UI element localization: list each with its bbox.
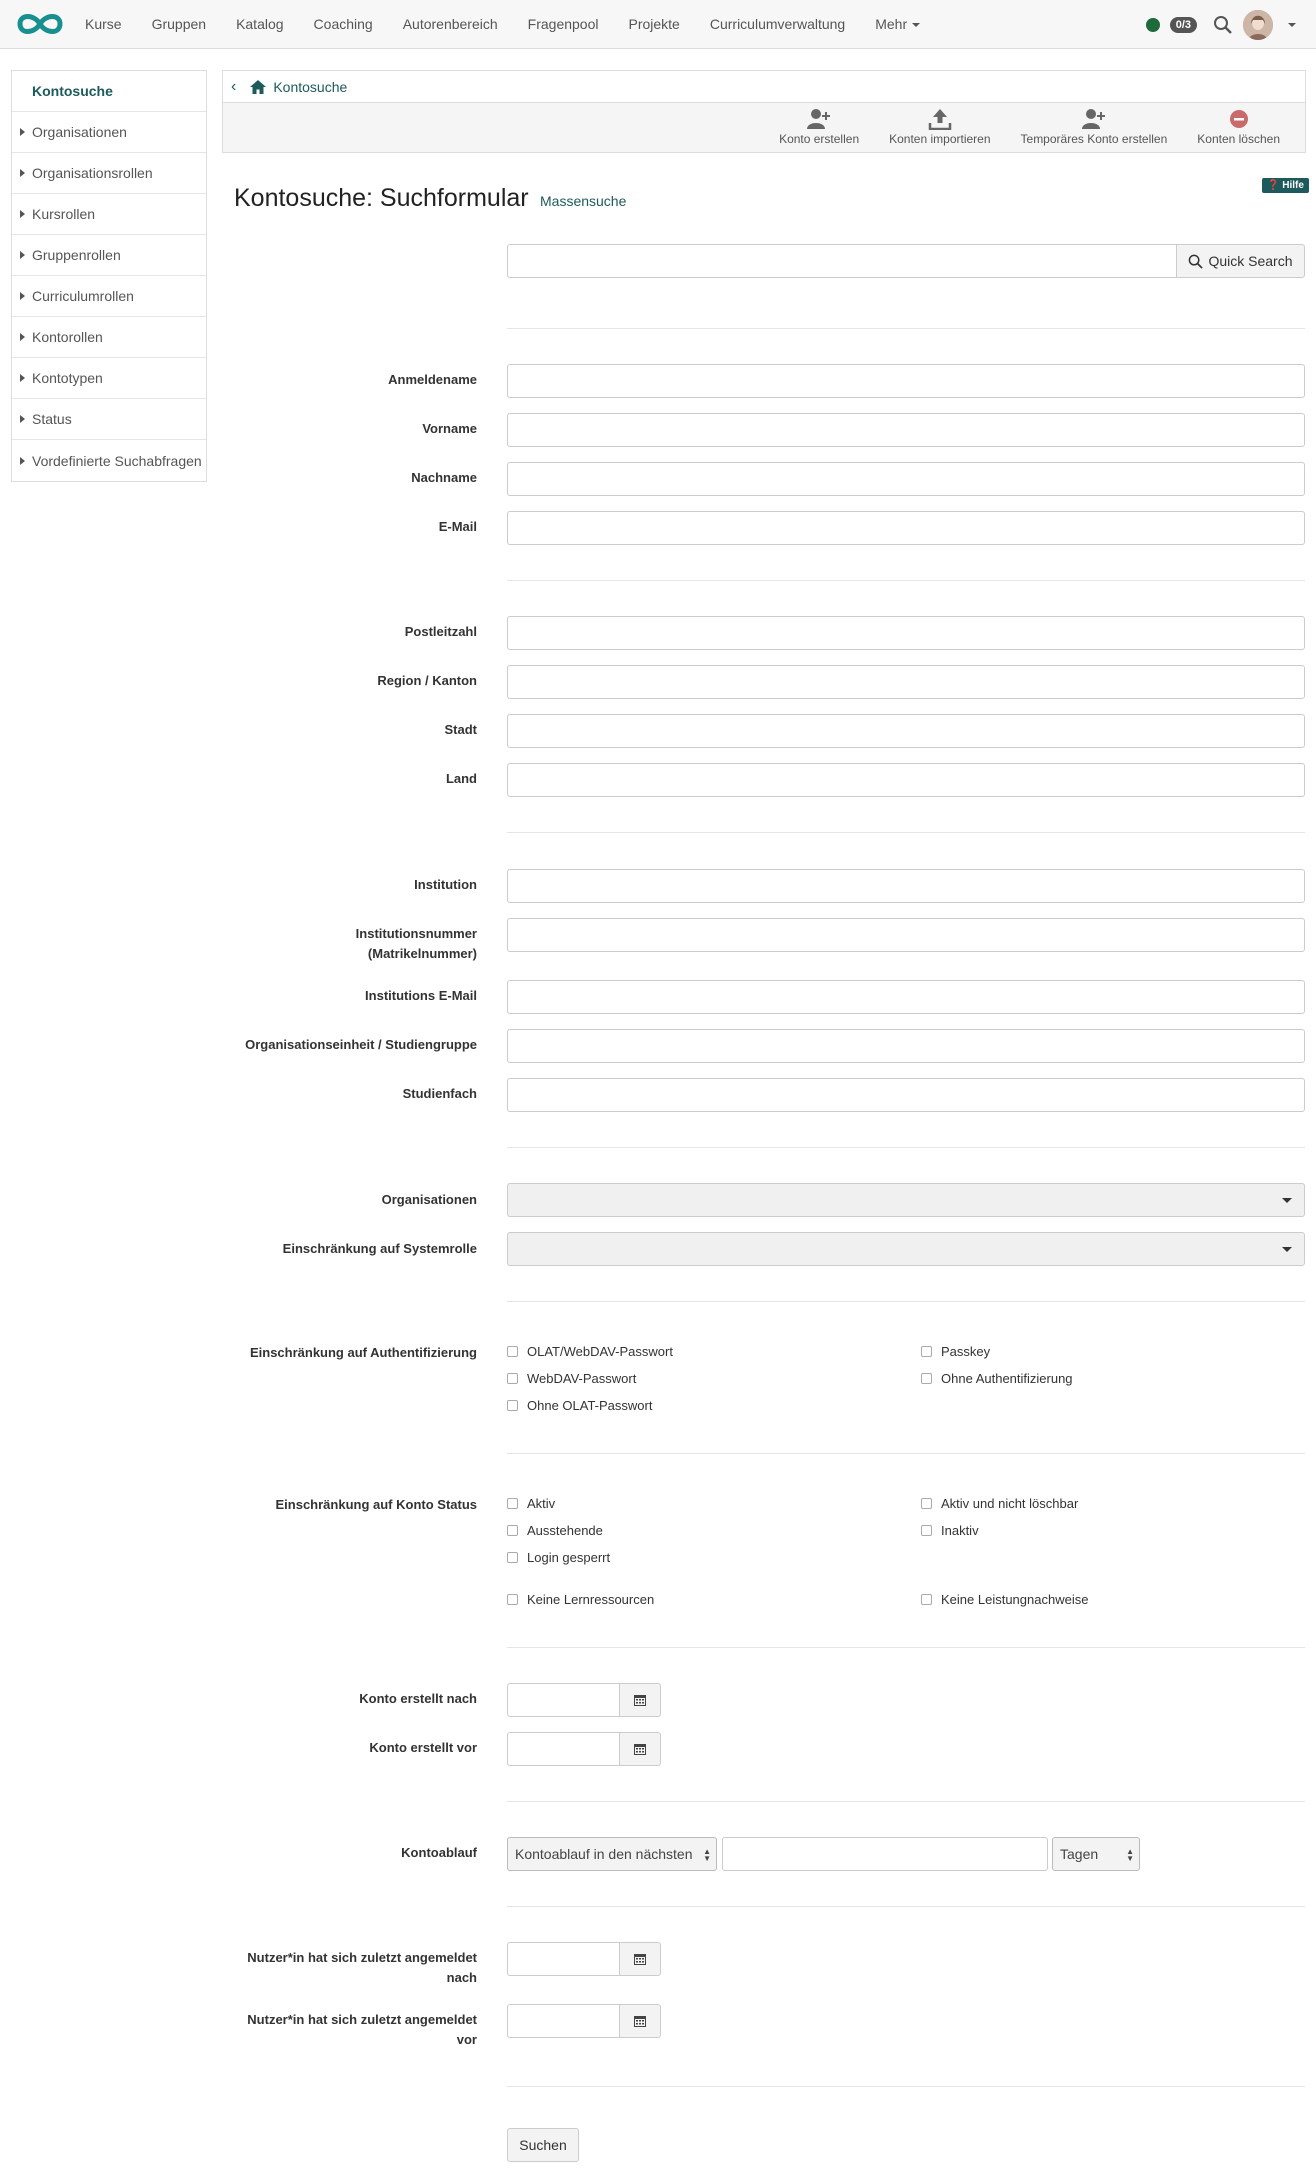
expand-caret-icon (20, 169, 25, 177)
login-before-label-line1: Nutzer*in hat sich zuletzt angemeldet (247, 2012, 477, 2027)
help-label: Hilfe (1282, 180, 1304, 191)
nav-projekte[interactable]: Projekte (628, 16, 680, 32)
calendar-icon (634, 1743, 646, 1755)
checkbox-box (507, 1498, 518, 1509)
lastname-label: Nachname (411, 470, 477, 485)
firstname-field[interactable] (507, 413, 1305, 447)
openolat-logo[interactable] (14, 10, 66, 38)
checkbox-box (921, 1594, 932, 1605)
expand-caret-icon (20, 457, 25, 465)
create-temp-account-label: Temporäres Konto erstellen (1020, 132, 1168, 146)
sidebar-item-label: Vordefinierte Suchabfragen (32, 452, 202, 469)
updown-arrows-icon: ▲ ▼ (1126, 1847, 1134, 1863)
divider (507, 1647, 1305, 1648)
divider (507, 1453, 1305, 1454)
divider (507, 1801, 1305, 1802)
email-field[interactable] (507, 511, 1305, 545)
auth-no-olat-checkbox[interactable] (507, 1398, 652, 1413)
nav-coaching[interactable]: Coaching (313, 16, 373, 32)
divider (507, 832, 1305, 833)
avatar-image (1243, 10, 1273, 40)
status-label: Einschränkung auf Konto Status (275, 1497, 477, 1512)
calendar-icon (634, 1694, 646, 1706)
login-after-label-line2: nach (446, 1970, 477, 1985)
sidebar-item-organisationsrollen[interactable] (12, 153, 206, 194)
quick-search-button[interactable] (1176, 244, 1305, 278)
user-plus-icon (1082, 108, 1106, 130)
institution-label: Institution (414, 877, 477, 892)
country-field[interactable] (507, 763, 1305, 797)
created-before-label: Konto erstellt vor (369, 1740, 477, 1755)
created-after-input[interactable] (507, 1683, 620, 1717)
status-login-locked-label: Login gesperrt (527, 1550, 611, 1565)
checkbox-box (921, 1498, 932, 1509)
user-menu-caret-icon[interactable] (1288, 23, 1296, 27)
sidebar-item-label: Kontorollen (32, 329, 103, 345)
status-active-checkbox[interactable] (507, 1496, 555, 1511)
sidebar-item-label: Status (32, 411, 72, 427)
expiration-mode-select[interactable] (507, 1837, 717, 1871)
chevron-down-icon (912, 23, 920, 27)
lastname-field[interactable] (507, 462, 1305, 496)
nav-katalog[interactable]: Katalog (236, 16, 284, 32)
study-label: Studienfach (402, 1086, 477, 1101)
sidebar-item-kontosuche[interactable]: Kontosuche (12, 71, 206, 112)
login-before-input[interactable] (507, 2004, 620, 2038)
expand-caret-icon (20, 374, 25, 382)
expiration-amount-input[interactable] (722, 1837, 1048, 1871)
checkbox-box (921, 1525, 932, 1536)
quick-search-input[interactable] (507, 244, 1177, 278)
study-field[interactable] (507, 1078, 1305, 1112)
checkbox-box (921, 1346, 932, 1357)
expand-caret-icon (20, 292, 25, 300)
system-role-select[interactable] (507, 1232, 1305, 1266)
created-before-input[interactable] (507, 1732, 620, 1766)
zip-field[interactable] (507, 616, 1305, 650)
created-after-label: Konto erstellt nach (359, 1691, 477, 1706)
breadcrumb-item[interactable]: Kontosuche (273, 78, 348, 95)
expand-caret-icon (20, 415, 25, 423)
status-pending-label: Ausstehende (527, 1523, 603, 1538)
create-account-button[interactable] (764, 103, 874, 146)
login-before-label (217, 2010, 477, 2050)
expand-caret-icon (20, 333, 25, 341)
nav-mehr[interactable] (860, 0, 935, 49)
expiration-mode-value: Kontoablauf in den nächsten (515, 1846, 693, 1862)
org-unit-field[interactable] (507, 1029, 1305, 1063)
institution-field[interactable] (507, 869, 1305, 903)
checkbox-box (507, 1373, 518, 1384)
toolbar (223, 103, 1305, 146)
sidebar-item-gruppenrollen[interactable] (12, 235, 206, 276)
checkbox-box (507, 1525, 518, 1536)
auth-none-checkbox[interactable] (921, 1371, 1073, 1386)
breadcrumb (223, 71, 1305, 103)
question-icon: ❓ (1267, 180, 1280, 191)
auth-no-olat-label: Ohne OLAT-Passwort (527, 1398, 653, 1413)
login-after-input[interactable] (507, 1942, 620, 1976)
sidebar-item-label: Kontotypen (32, 370, 103, 386)
expand-caret-icon (20, 128, 25, 136)
search-icon (1188, 254, 1203, 269)
organisations-select[interactable] (507, 1183, 1305, 1217)
login-after-label-line1: Nutzer*in hat sich zuletzt angemeldet (247, 1950, 477, 1965)
nav-fragenpool[interactable]: Fragenpool (527, 16, 599, 32)
create-account-label: Konto erstellen (779, 132, 860, 146)
inst-number-label-line2: (Matrikelnummer) (367, 946, 477, 961)
auth-webdav-checkbox[interactable] (507, 1371, 636, 1386)
sidebar-item-kontorollen[interactable] (12, 317, 206, 358)
created-before-calendar-button[interactable] (619, 1732, 661, 1766)
login-field[interactable] (507, 364, 1305, 398)
expiration-label: Kontoablauf (401, 1845, 477, 1860)
auth-none-label: Ohne Authentifizierung (941, 1371, 1073, 1386)
login-label: Anmeldename (388, 372, 477, 387)
inst-number-field[interactable] (507, 918, 1305, 952)
search-icon[interactable] (1213, 15, 1233, 35)
firstname-label: Vorname (422, 421, 477, 436)
divider (507, 328, 1305, 329)
city-label: Stadt (444, 722, 477, 737)
import-accounts-button[interactable] (874, 103, 1005, 146)
auth-webdav-label: WebDAV-Passwort (527, 1371, 637, 1386)
auth-olat-webdav-label: OLAT/WebDAV-Passwort (527, 1344, 673, 1359)
checkbox-box (921, 1373, 932, 1384)
system-role-label: Einschränkung auf Systemrolle (282, 1241, 477, 1256)
no-certificates-checkbox[interactable] (921, 1592, 1088, 1607)
checkbox-box (507, 1594, 518, 1605)
org-unit-label: Organisationseinheit / Studiengruppe (245, 1037, 477, 1052)
login-before-label-line2: vor (456, 2032, 477, 2047)
calendar-icon (634, 1953, 646, 1965)
divider (507, 2086, 1305, 2087)
online-status-icon[interactable] (1146, 18, 1160, 32)
divider (507, 580, 1305, 581)
sidebar-item-kursrollen[interactable] (12, 194, 206, 235)
updown-arrows-icon: ▲ ▼ (703, 1847, 711, 1863)
organisations-label: Organisationen (381, 1192, 477, 1207)
nav-kurse[interactable]: Kurse (85, 16, 122, 32)
help-button[interactable] (1262, 178, 1309, 193)
back-chevron-icon[interactable]: ‹ (231, 77, 237, 95)
checkbox-box (507, 1552, 518, 1563)
create-temp-account-button[interactable] (1006, 103, 1183, 146)
region-field[interactable] (507, 665, 1305, 699)
delete-accounts-label: Konten löschen (1197, 132, 1280, 146)
divider (507, 1147, 1305, 1148)
inst-email-label: Institutions E-Mail (365, 988, 477, 1003)
nav-curriculumverwaltung[interactable]: Curriculumverwaltung (709, 16, 846, 32)
no-resources-checkbox[interactable] (507, 1592, 654, 1607)
status-active-nodelete-label: Aktiv und nicht löschbar (941, 1496, 1079, 1511)
sidebar-item-label: Organisationen (32, 124, 127, 140)
delete-accounts-button[interactable] (1182, 103, 1295, 146)
sidebar-item-kontotypen[interactable] (12, 358, 206, 399)
nav-gruppen[interactable]: Gruppen (151, 16, 207, 32)
minus-circle-icon (1227, 108, 1251, 130)
sidebar-item-curriculumrollen[interactable] (12, 276, 206, 317)
divider (507, 1906, 1305, 1907)
import-accounts-label: Konten importieren (889, 132, 991, 146)
chevron-down-icon (1282, 1247, 1292, 1252)
nav-mehr-label: Mehr (875, 16, 908, 32)
page-title: Kontosuche: Suchformular (234, 184, 529, 212)
no-certificates-label: Keine Leistungnachweise (941, 1592, 1089, 1607)
sidebar-item-suchabfragen[interactable] (12, 440, 206, 481)
zip-label: Postleitzahl (404, 624, 477, 639)
expiration-unit-select[interactable] (1052, 1837, 1140, 1871)
top-navigation (0, 0, 1316, 49)
avatar[interactable] (1243, 10, 1273, 40)
home-icon (250, 80, 266, 94)
sidebar-item-label: Curriculumrollen (32, 288, 134, 304)
inst-number-label-line1: Institutionsnummer (355, 926, 477, 941)
status-inactive-label: Inaktiv (941, 1523, 979, 1538)
no-resources-label: Keine Lernressourcen (527, 1592, 655, 1607)
auth-passkey-label: Passkey (941, 1344, 991, 1359)
status-active-label: Aktiv (527, 1496, 556, 1511)
login-after-calendar-button[interactable] (619, 1942, 661, 1976)
country-label: Land (445, 771, 477, 786)
nav-autorenbereich[interactable]: Autorenbereich (402, 16, 498, 32)
login-after-label (217, 1948, 477, 1988)
status-active-nodelete-checkbox[interactable] (921, 1496, 1078, 1511)
mass-search-link[interactable]: Massensuche (540, 193, 627, 209)
status-pending-checkbox[interactable] (507, 1523, 603, 1538)
auth-passkey-checkbox[interactable] (921, 1344, 990, 1359)
sidebar-item-status[interactable] (12, 399, 206, 440)
quick-search-label: Quick Search (1208, 253, 1293, 269)
calendar-icon (634, 2015, 646, 2027)
expand-caret-icon (20, 210, 25, 218)
city-field[interactable] (507, 714, 1305, 748)
email-label: E-Mail (438, 519, 477, 534)
search-submit-button[interactable]: Suchen (507, 2128, 579, 2162)
status-inactive-checkbox[interactable] (921, 1523, 979, 1538)
sidebar-item-label: Gruppenrollen (32, 247, 121, 263)
inst-email-field[interactable] (507, 980, 1305, 1014)
user-plus-icon (807, 108, 831, 130)
checkbox-box (507, 1400, 518, 1411)
inst-number-label (217, 924, 477, 964)
auth-olat-webdav-checkbox[interactable] (507, 1344, 673, 1359)
sidebar-item-label: Kursrollen (32, 206, 96, 222)
auth-label: Einschränkung auf Authentifizierung (249, 1345, 477, 1360)
sidebar-item-label: Organisationsrollen (32, 165, 153, 181)
status-login-locked-checkbox[interactable] (507, 1550, 610, 1565)
expiration-unit-value: Tagen (1060, 1846, 1099, 1862)
divider (507, 1301, 1305, 1302)
region-label: Region / Kanton (377, 673, 477, 688)
upload-icon (928, 108, 952, 130)
login-before-calendar-button[interactable] (619, 2004, 661, 2038)
expand-caret-icon (20, 251, 25, 259)
toolbar-panel (222, 70, 1306, 153)
chevron-down-icon (1282, 1198, 1292, 1203)
notification-badge[interactable]: 0/3 (1170, 17, 1197, 33)
sidebar (11, 70, 207, 482)
checkbox-box (507, 1346, 518, 1357)
created-after-calendar-button[interactable] (619, 1683, 661, 1717)
sidebar-item-organisationen[interactable] (12, 112, 206, 153)
